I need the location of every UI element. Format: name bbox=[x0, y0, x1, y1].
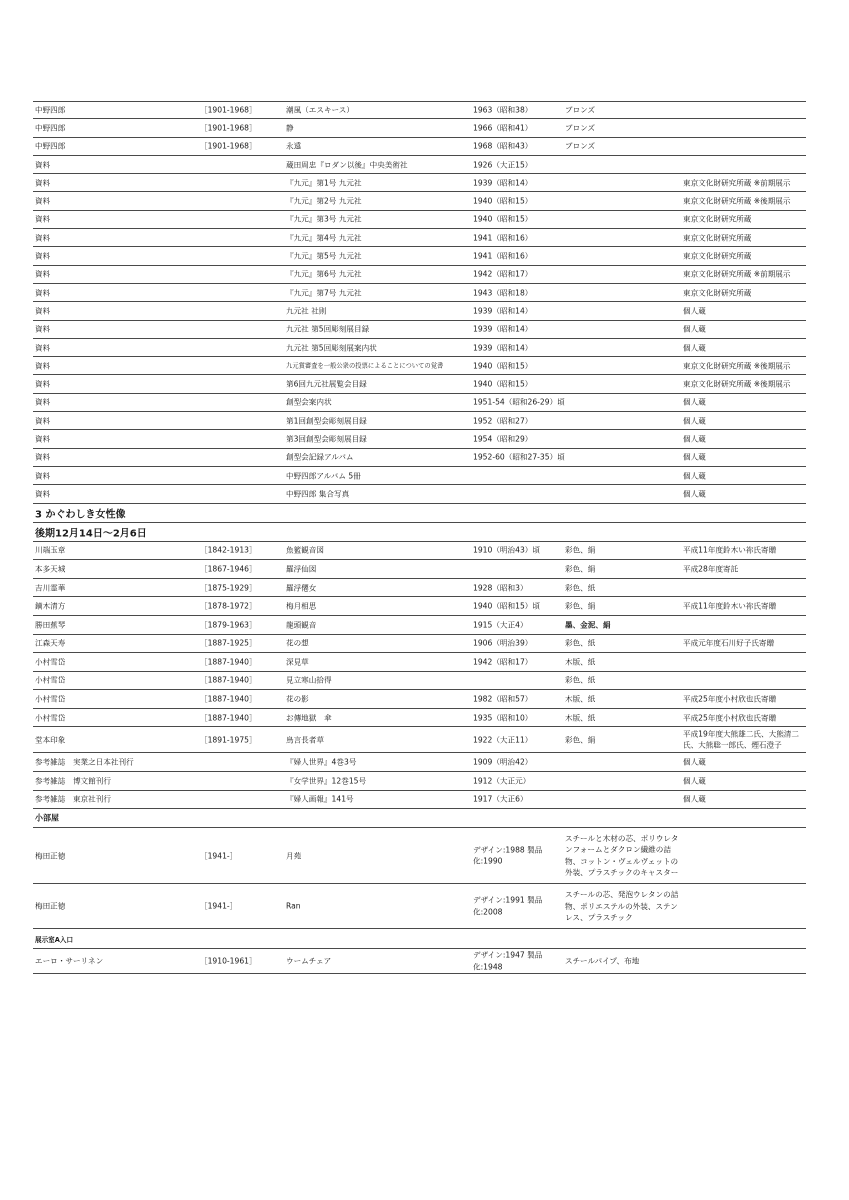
table-row bbox=[33, 828, 806, 884]
work-note: 個人蔵 bbox=[683, 416, 706, 426]
life-dates: ［1910-1961］ bbox=[200, 956, 257, 966]
work-date: 1940（昭和15） bbox=[473, 361, 533, 371]
table-row bbox=[33, 192, 806, 210]
work-title: 中野四郎 集合写真 bbox=[286, 489, 350, 499]
work-note: 平成11年度鈴木い祢氏寄贈 bbox=[683, 601, 777, 611]
life-dates: ［1891-1975］ bbox=[200, 735, 257, 745]
work-medium: 彩色、絹 bbox=[565, 735, 596, 745]
artist-name: 参考雑誌 東京社刊行 bbox=[35, 794, 111, 804]
work-date: 1928（昭和3） bbox=[473, 583, 528, 593]
table-row bbox=[33, 616, 806, 635]
work-date: 1951-54（昭和26-29）頃 bbox=[473, 397, 565, 407]
work-title: 花の想 bbox=[286, 638, 309, 648]
table-row bbox=[33, 467, 806, 485]
work-title: 『九元』第2号 九元社 bbox=[286, 196, 362, 206]
work-title: 『九元』第6号 九元社 bbox=[286, 269, 362, 279]
work-date: 1939（昭和14） bbox=[473, 306, 533, 316]
work-note: 平成28年度寄託 bbox=[683, 564, 739, 574]
work-date: 1968（昭和43） bbox=[473, 141, 533, 151]
work-title: 魚籃観音図 bbox=[286, 545, 324, 555]
work-note: 東京文化財研究所蔵 ※後期展示 bbox=[683, 379, 791, 389]
work-title: 永遠 bbox=[286, 141, 302, 151]
table-row bbox=[33, 560, 806, 579]
work-note: 個人蔵 bbox=[683, 306, 706, 316]
artist-name: 江森天寿 bbox=[35, 638, 66, 648]
work-date: 1941（昭和16） bbox=[473, 233, 533, 243]
work-title: 『婦人世界』4巻3号 bbox=[286, 757, 357, 767]
table-row bbox=[33, 485, 806, 503]
work-title: 見立寒山拾得 bbox=[286, 675, 332, 685]
period-heading bbox=[33, 523, 806, 542]
table-row bbox=[33, 321, 806, 339]
work-medium: スチールの芯、発泡ウレタンの詰物、ポリエステルの外装、ステンレス、プラスチック bbox=[565, 890, 679, 922]
table-row bbox=[33, 884, 806, 929]
work-date: 1954（昭和29） bbox=[473, 434, 533, 444]
work-title: 『九元』第4号 九元社 bbox=[286, 233, 362, 243]
artist-name: 資料 bbox=[35, 196, 51, 206]
life-dates: ［1887-1940］ bbox=[200, 657, 257, 667]
work-medium: 彩色、紙 bbox=[565, 583, 596, 593]
life-dates: ［1887-1940］ bbox=[200, 675, 257, 685]
work-note: 個人蔵 bbox=[683, 343, 706, 352]
work-date: 1926（大正15） bbox=[473, 160, 533, 170]
artist-name: エーロ・サーリネン bbox=[35, 956, 104, 966]
artist-name: 鏑木清方 bbox=[35, 601, 66, 611]
table-row bbox=[33, 156, 806, 174]
artist-name: 資料 bbox=[35, 178, 51, 188]
room-heading bbox=[33, 809, 806, 828]
work-date: 1909（明治42） bbox=[473, 757, 533, 767]
artist-name: 小村雪岱 bbox=[35, 675, 66, 685]
work-title: 中野四郎アルバム 5冊 bbox=[286, 471, 361, 481]
artist-name: 資料 bbox=[35, 361, 51, 371]
work-medium: 彩色、紙 bbox=[565, 675, 596, 685]
artist-name: 資料 bbox=[35, 343, 51, 352]
table-row bbox=[33, 119, 806, 137]
table-row bbox=[33, 772, 806, 791]
table-row bbox=[33, 357, 806, 375]
work-title: 九元社 社則 bbox=[286, 306, 327, 316]
life-dates: ［1887-1940］ bbox=[200, 713, 257, 723]
artist-name: 中野四郎 bbox=[35, 141, 66, 151]
artist-name: 中野四郎 bbox=[35, 123, 66, 133]
artist-name: 資料 bbox=[35, 233, 51, 243]
life-dates: ［1887-1925］ bbox=[200, 638, 257, 648]
table-row bbox=[33, 302, 806, 320]
work-note: 個人蔵 bbox=[683, 452, 706, 462]
work-medium: 彩色、絹 bbox=[565, 564, 596, 574]
work-medium: 彩色、紙 bbox=[565, 638, 596, 648]
artist-name: 梅田正徳 bbox=[35, 851, 66, 861]
table-row bbox=[33, 339, 806, 357]
work-note: 東京文化財研究所蔵 ※後期展示 bbox=[683, 196, 791, 206]
entrance-title: 展示室A入口 bbox=[35, 935, 74, 944]
work-medium: 彩色、絹 bbox=[565, 545, 596, 555]
work-title: 『九元』第7号 九元社 bbox=[286, 288, 362, 298]
artist-name: 資料 bbox=[35, 306, 51, 316]
work-title: 花の影 bbox=[286, 694, 309, 704]
work-date: 1941（昭和16） bbox=[473, 251, 533, 261]
work-title: 『九元』第5号 九元社 bbox=[286, 251, 362, 261]
table-row bbox=[33, 375, 806, 393]
artist-name: 資料 bbox=[35, 251, 51, 261]
artist-name: 資料 bbox=[35, 288, 51, 298]
artist-name: 資料 bbox=[35, 214, 51, 224]
work-note: 個人蔵 bbox=[683, 397, 706, 407]
life-dates: ［1901-1968］ bbox=[200, 105, 257, 115]
work-title: 鳥言長者草 bbox=[286, 735, 324, 745]
artist-name: 資料 bbox=[35, 452, 51, 462]
table-row bbox=[33, 229, 806, 247]
work-date: 1940（昭和15） bbox=[473, 196, 533, 206]
work-title: ウームチェア bbox=[286, 956, 332, 966]
works-list-part4 bbox=[33, 949, 806, 974]
work-title: 九元賞審査を一般公衆の投票によることについての覚書 bbox=[286, 362, 444, 370]
artist-name: 川端玉章 bbox=[35, 545, 66, 555]
artist-name: 勝田蕉琴 bbox=[35, 620, 66, 630]
table-row bbox=[33, 412, 806, 430]
work-medium: 木版、紙 bbox=[565, 713, 596, 723]
work-date: 1940（昭和15）頃 bbox=[473, 601, 540, 611]
artist-name: 堂本印象 bbox=[35, 735, 66, 745]
life-dates: ［1879-1963］ bbox=[200, 620, 257, 630]
work-date: デザイン:1991 製品化:2008 bbox=[473, 895, 543, 917]
work-title: 龍頭観音 bbox=[286, 620, 317, 630]
work-date: デザイン:1988 製品化:1990 bbox=[473, 845, 543, 866]
artist-name: 資料 bbox=[35, 160, 51, 170]
work-date: 1939（昭和14） bbox=[473, 343, 533, 352]
work-date: 1915（大正4） bbox=[473, 620, 528, 630]
work-title: お傳地獄 傘 bbox=[286, 713, 332, 723]
work-title: 九元社 第5回彫刻展案内状 bbox=[286, 343, 377, 352]
work-note: 個人蔵 bbox=[683, 434, 706, 444]
work-date: 1942（昭和17） bbox=[473, 269, 533, 279]
artist-name: 小村雪岱 bbox=[35, 694, 66, 704]
work-note: 東京文化財研究所蔵 ※後期展示 bbox=[683, 361, 791, 371]
work-note: 個人蔵 bbox=[683, 757, 706, 767]
work-title: 第6回九元社展覧会目録 bbox=[286, 379, 367, 389]
works-list-part2 bbox=[33, 542, 806, 810]
table-row bbox=[33, 266, 806, 284]
work-date: 1963（昭和38） bbox=[473, 105, 533, 115]
work-date: デザイン:1947 製品化:1948 bbox=[473, 950, 543, 972]
work-date: 1906（明治39） bbox=[473, 638, 533, 648]
period-title: 後期12月14日〜2月6日 bbox=[35, 528, 147, 540]
work-title: 月苑 bbox=[286, 851, 302, 861]
work-date: 1982（昭和57） bbox=[473, 694, 533, 704]
work-note: 東京文化財研究所蔵 bbox=[683, 251, 752, 261]
artist-name: 梅田正徳 bbox=[35, 901, 66, 911]
artist-name: 小村雪岱 bbox=[35, 713, 66, 723]
work-date: 1935（昭和10） bbox=[473, 713, 533, 723]
work-title: 『婦人画報』141号 bbox=[286, 794, 354, 804]
artist-name: 参考雑誌 実業之日本社刊行 bbox=[35, 757, 134, 767]
work-note: 東京文化財研究所蔵 ※前期展示 bbox=[683, 269, 791, 279]
work-title: 潮風（エスキース） bbox=[286, 105, 354, 115]
artist-name: 資料 bbox=[35, 489, 51, 499]
table-row bbox=[33, 174, 806, 192]
work-medium: 彩色、絹 bbox=[565, 601, 596, 611]
work-date: 1952-60（昭和27-35）頃 bbox=[473, 452, 565, 462]
work-note: 平成11年度鈴木い祢氏寄贈 bbox=[683, 545, 777, 555]
life-dates: ［1867-1946］ bbox=[200, 564, 257, 574]
work-medium: スチールと木材の芯、ポリウレタンフォームとダクロン繊維の詰物、コットン・ヴェルヴェットの外装、プラスチックのキャスター bbox=[565, 833, 679, 878]
work-title: 『九元』第3号 九元社 bbox=[286, 214, 362, 224]
work-note: 平成25年度小村欣也氏寄贈 bbox=[683, 694, 777, 704]
work-date: 1966（昭和41） bbox=[473, 123, 533, 133]
room-title: 小部屋 bbox=[35, 813, 59, 823]
work-note: 平成元年度石川好子氏寄贈 bbox=[683, 638, 775, 648]
artist-name: 小村雪岱 bbox=[35, 657, 66, 667]
table-row bbox=[33, 394, 806, 412]
work-title: 羅浮仙図 bbox=[286, 564, 317, 574]
table-row bbox=[33, 653, 806, 672]
table-row bbox=[33, 727, 806, 753]
work-medium: 墨、金泥、絹 bbox=[565, 620, 611, 630]
work-title: Ran bbox=[286, 901, 301, 911]
life-dates: ［1941-］ bbox=[200, 901, 238, 911]
table-row bbox=[33, 949, 806, 974]
work-medium: ブロンズ bbox=[565, 105, 596, 115]
catalog-sheet bbox=[33, 101, 806, 974]
work-note: 個人蔵 bbox=[683, 794, 706, 804]
work-note: 個人蔵 bbox=[683, 324, 706, 334]
table-row bbox=[33, 101, 806, 119]
artist-name: 資料 bbox=[35, 379, 51, 389]
work-title: 梅月相思 bbox=[286, 601, 317, 611]
artist-name: 中野四郎 bbox=[35, 105, 66, 115]
work-title: 九元社 第5回彫刻展目録 bbox=[286, 324, 370, 334]
work-title: 第1回創型会彫刻展目録 bbox=[286, 416, 367, 426]
work-medium: ブロンズ bbox=[565, 123, 596, 133]
work-note: 東京文化財研究所蔵 bbox=[683, 288, 752, 298]
table-row bbox=[33, 597, 806, 616]
work-date: 1942（昭和17） bbox=[473, 657, 533, 667]
work-date: 1922（大正11） bbox=[473, 735, 533, 745]
work-date: 1910（明治43）頃 bbox=[473, 545, 540, 555]
artist-name: 本多天城 bbox=[35, 564, 66, 574]
table-row bbox=[33, 449, 806, 467]
work-note: 東京文化財研究所蔵 bbox=[683, 233, 752, 243]
artist-name: 資料 bbox=[35, 434, 51, 444]
section-heading bbox=[33, 504, 806, 523]
artist-name: 資料 bbox=[35, 324, 51, 334]
life-dates: ［1901-1968］ bbox=[200, 123, 257, 133]
section-title: 3 かぐわしき女性像 bbox=[35, 509, 126, 521]
work-note: 個人蔵 bbox=[683, 471, 706, 481]
entrance-heading bbox=[33, 929, 806, 949]
artist-name: 資料 bbox=[35, 416, 51, 426]
artist-name: 資料 bbox=[35, 269, 51, 279]
life-dates: ［1901-1968］ bbox=[200, 141, 257, 151]
work-title: 深見草 bbox=[286, 657, 309, 667]
work-note: 平成19年度大熊雄二氏、大熊清二氏、大熊聡一郎氏、煙石澄子 bbox=[683, 729, 799, 750]
work-note: 東京文化財研究所蔵 ※前期展示 bbox=[683, 178, 791, 188]
table-row bbox=[33, 690, 806, 709]
table-row bbox=[33, 791, 806, 810]
work-note: 東京文化財研究所蔵 bbox=[683, 214, 752, 224]
work-title: 羅浮僊女 bbox=[286, 583, 317, 593]
work-date: 1952（昭和27） bbox=[473, 416, 533, 426]
table-row bbox=[33, 542, 806, 561]
work-medium: 木版、紙 bbox=[565, 694, 596, 704]
table-row bbox=[33, 211, 806, 229]
artist-name: 資料 bbox=[35, 471, 51, 481]
work-date: 1940（昭和15） bbox=[473, 379, 533, 389]
work-note: 個人蔵 bbox=[683, 776, 706, 786]
works-list-part3 bbox=[33, 828, 806, 929]
life-dates: ［1941-］ bbox=[200, 851, 238, 861]
life-dates: ［1887-1940］ bbox=[200, 694, 257, 704]
work-date: 1912（大正元） bbox=[473, 776, 531, 786]
table-row bbox=[33, 247, 806, 265]
life-dates: ［1875-1929］ bbox=[200, 583, 257, 593]
artist-name: 資料 bbox=[35, 397, 51, 407]
work-title: 第3回創型会彫刻展目録 bbox=[286, 434, 367, 444]
work-title: 静 bbox=[286, 123, 294, 133]
table-row bbox=[33, 753, 806, 772]
artist-name: 参考雑誌 博文館刊行 bbox=[35, 776, 111, 786]
work-title: 創型会記録アルバム bbox=[286, 452, 354, 462]
work-note: 個人蔵 bbox=[683, 489, 706, 499]
work-medium: 木版、紙 bbox=[565, 657, 596, 667]
life-dates: ［1878-1972］ bbox=[200, 601, 257, 611]
artist-name: 吉川霊華 bbox=[35, 583, 66, 593]
work-title: 蔵田周忠『ロダン以後』中央美術社 bbox=[286, 160, 408, 170]
table-row bbox=[33, 709, 806, 728]
works-list-part1 bbox=[33, 101, 806, 504]
work-title: 『九元』第1号 九元社 bbox=[286, 178, 362, 188]
table-row bbox=[33, 635, 806, 654]
work-date: 1917（大正6） bbox=[473, 794, 528, 804]
work-note: 平成25年度小村欣也氏寄贈 bbox=[683, 713, 777, 723]
work-title: 創型会案内状 bbox=[286, 397, 332, 407]
table-row bbox=[33, 138, 806, 156]
work-title: 『女学世界』12巻15号 bbox=[286, 776, 367, 786]
work-date: 1939（昭和14） bbox=[473, 324, 533, 334]
work-date: 1943（昭和18） bbox=[473, 288, 533, 298]
work-date: 1940（昭和15） bbox=[473, 214, 533, 224]
table-row bbox=[33, 284, 806, 302]
life-dates: ［1842-1913］ bbox=[200, 545, 257, 555]
table-row bbox=[33, 579, 806, 598]
work-medium: スチールパイプ、布地 bbox=[565, 956, 640, 966]
table-row bbox=[33, 430, 806, 448]
work-medium: ブロンズ bbox=[565, 141, 596, 151]
work-date: 1939（昭和14） bbox=[473, 178, 533, 188]
table-row bbox=[33, 672, 806, 691]
